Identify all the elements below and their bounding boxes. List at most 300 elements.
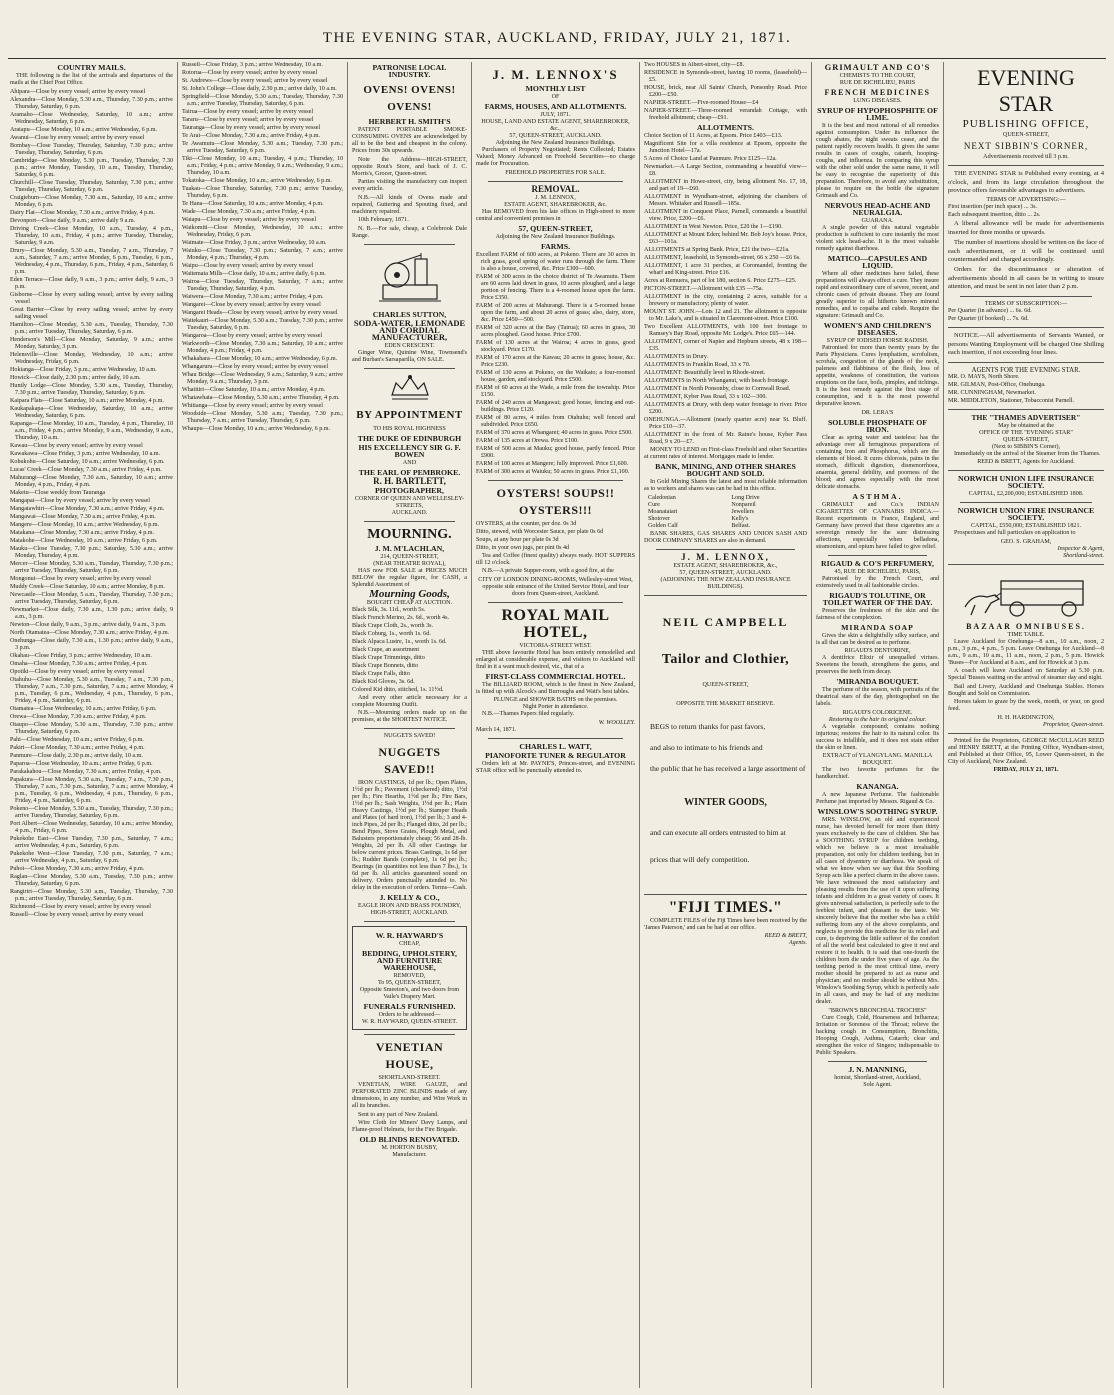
hayward-name: W. R. HAYWARD'S (375, 931, 444, 940)
mail-entry: Mercer—Close Monday, 5.30 a.m., Tuesday, Thursday, 7.30 p.m.; arrive Tuesday, Thursday, Saturday, 6 p.m. (10, 560, 173, 574)
royal-sig: W. WOOLLEY. (598, 719, 635, 726)
tolutine-body: Preserves the freshness of the skin and the fairness of the complexion. (816, 607, 939, 621)
bartlett-trade: PHOTOGRAPHER, (375, 485, 444, 495)
mourning-bought: BOUGHT CHEAP AT AUCTION. (366, 599, 453, 606)
mourning-near: (NEAR THEATRE ROYAL), (373, 560, 446, 567)
mail-entry: Mangatawhiri—Close Monday, 7.30 a.m.; arrive Friday, 4 p.m. (10, 505, 165, 512)
mail-entry: Wangarei—Close by every vessel; arrive by every vessel (182, 302, 321, 308)
agent-entry: MR. GILMAN, Post-Office, Onehunga. (948, 381, 1046, 388)
manning-name: J. N. MANNING, (848, 1064, 907, 1074)
omnibus-engraving (961, 569, 1091, 619)
norwich-life-cap: CAPITAL, £2,200,000; ESTABLISHED 1808. (968, 491, 1084, 498)
mourning-goods: Mourning Goods, (369, 587, 450, 600)
lera-body: Clear as spring water and tasteless: has the advantage over all ferruginous preparations of containing Iron and Phosphorus, which are the elements of blood. It cures chlorosis, pains in the stomach, difficult digestion, dismenorrhoea, anaemia, general debility, and poorness of the blood; and agrees especially with the most delicate stomachs. (816, 434, 939, 490)
campbell-body1: BEGS to return thanks for past favors, (650, 721, 766, 731)
brown-body: Cure Cough, Cold, Hoarseness and Influenza; Irritation or Soreness of the Throat; relieve the hacking cough in Consumption, Bronchitis, Hooping Cough, Asthma, Catarrh; clear and strengthen the voice of Singers; indispensable to Public Speakers. (816, 1014, 939, 1056)
winslow-body: MRS. WINSLOW, an old and experienced nurse, has devoted herself for more than thirty years exclusively to the care of children. She has a SOOTHING SYRUP for children teething, which we believe is a most invaluable preparation, not only for children teething, but in all cases of dysentery or diarrhoea. We speak of what we know when we say that this Soothing Syrup acts like a perfect charm in the above cases. We have witnessed the most satisfactory and pleasing results from the use of it upon suffering infants and children in a great variety of cases. It gives universal satisfaction, is perfectly safe to the feeblest infant, and pleasant to the taste. We sincerely believe that the mother who has a child suffering from any of the above complaints, and neglects to provide this medicine for its relief and cure, is depriving the little sufferer of the comfort of all the world best calculated to give it rest and restore it to health. It is said that one-fourth the children born die under five years of age. As the teething period is the most critical time, every mother should be prepared to act as nurse and physician; and no mother should be without Mrs. Winslow's Soothing Syrup, which is perfectly safe in all cases, and may be had of any medicine dealer. (816, 817, 939, 1005)
star-ads: Advertisements received till 3 p.m. (983, 154, 1069, 160)
norwich-life-title: NORWICH UNION LIFE INSURANCE SOCIETY. (958, 474, 1094, 491)
ovens-visit: Parties visiting the manufactory can inspect every article. (352, 179, 467, 192)
bank-share-cell: Long Drive (731, 494, 760, 501)
sutton-name: CHARLES SUTTON, (372, 309, 447, 319)
mail-entry: Ahipara—Close by every vessel; arrive by every vessel (10, 88, 146, 95)
nuggets-pre: NUGGETS SAVED! (383, 733, 436, 739)
fiji-agents: Agents. (788, 940, 807, 946)
mail-entry: Raglan—Close Monday, 5.30 a.m., Tuesday, 7.30 p.m.; arrive Thursday, Saturday, 6 p.m. (10, 873, 173, 887)
removal-title-line: ESTATE AGENT, SHAREBROKER, &c. (504, 201, 607, 208)
lennox-purchasers: Purchasers of Property Negotiated; Rents Collected; Estates Valued; Money Advanced on Freehold Securities—no charge made for Procuration. (476, 147, 635, 167)
hayward-to: To 95, QUEEN-STREET, (377, 980, 442, 986)
mail-entry: Maketu—Close weekly from Tauranga (10, 489, 106, 496)
removal-body: Has REMOVED from his late offices in High-street to more central and convenient premises in (476, 208, 635, 222)
watt-name: CHARLES L. WATT, (519, 741, 592, 751)
agent-entry: MR. O. MAYS, North Shore. (948, 373, 1020, 380)
thames-body5: Immediately on the arrival of the Steamer from the Thames. (954, 450, 1101, 457)
ovens-body: PATENT PORTABLE SMOKE-CONSUMING OVENS are acknowledged by all to be the best and cheapest in the colony. Prices from 30s upwards. (352, 127, 467, 154)
mourning-nb: N.B.—Mourning orders made up on the premises, at the SHORTEST NOTICE. (352, 710, 467, 723)
oyster-price: Soups, at any hour per plate 0s 3d (476, 536, 559, 543)
mail-entry: Woodside—Close Monday, 5.30 a.m.; Tuesday, 7.30 p.m.; Thursday, 7 a.m.; arrive Tuesday, Thursday, 6 p.m. (182, 411, 343, 424)
hayward-trade: BEDDING, UPHOLSTERY, AND FURNITURE WAREHOUSE, (362, 949, 457, 972)
mail-entry: Waikomiti—Close Monday, Wednesday, 10 a.m.; arrive Wednesday, Friday, 6 p.m. (182, 225, 343, 238)
mail-entry: Pakiri—Close Monday, 7.30 a.m.; arrive Friday, 4 p.m. (10, 744, 145, 751)
bank-shares-table (644, 495, 807, 530)
ovens-sale: N. B.—For sale, cheap, a Colebrook Dale Range. (352, 225, 467, 239)
star-number: The number of insertions should be written on the face of each advertisement, or it will be continued until countermanded and charged accordingly. (948, 238, 1104, 264)
imprint-date: FRIDAY, JULY 21, 1871. (993, 767, 1059, 774)
mail-entry: Whatitiri—Close Saturday, 10 a.m.; arrive Monday, 4 p.m. (182, 387, 326, 393)
mail-entry: Tararu—Close by every vessel; arrive by every vessel (182, 117, 314, 123)
mourning-addr: 214, QUEEN-STREET, (380, 553, 439, 560)
royal-addr: VICTORIA-STREET WEST. (519, 642, 592, 649)
mail-entry: Puhoi—Close Monday, 7.30 a.m.; arrive Friday, 4 p.m. (10, 865, 145, 872)
venetian-addr: SHORTLAND-STREET. (378, 1075, 441, 1081)
allotment-listing: ALLOTMENT in Howe-street, city, being allotment No. 17, 18, and part of 19—£60. (644, 179, 807, 192)
mail-entry: Russell—Close Friday, 3 p.m.; arrive Wednesday, 10 a.m. (182, 62, 323, 68)
mail-entry: Churchill—Close Tuesday, Thursday, Saturday, 7.30 p.m.; arrive Tuesday, Thursday, Saturday, 6 p.m. (10, 179, 173, 193)
ovens-date: 10th February, 1871. (358, 217, 409, 223)
mail-entry: Waiwera—Close Monday, 7.30 a.m.; arrive Friday, 4 p.m. (182, 294, 324, 300)
mail-entry: Okahau—Close Friday, 3 p.m.; arrive Wednesday, 10 a.m. (10, 652, 152, 659)
farm-listing: FARM of 320 acres at the Bay (Tairua); 60 acres in grass, 30 acres ploughed. Good house. Price £700. (476, 324, 635, 338)
mourning-item: Black Alpaca Lustre, 1s., worth 1s. 6d. (352, 638, 447, 645)
bazaar-sig: H. H. HARDINGTON, (997, 714, 1055, 721)
bartlett-to1: TO HIS ROYAL HIGHNESS (373, 425, 446, 432)
column-2 (178, 62, 348, 1388)
mail-entry: Whangaruru—Close by every vessel; arrive by every vessel (182, 364, 329, 370)
subscription-list (948, 308, 1104, 323)
nuggets-addr: HIGH-STREET, AUCKLAND. (370, 910, 449, 916)
hayward-opp: Opposite Smeeton's, and two doors from Vaile's Drapery Mart. (359, 987, 460, 1000)
mail-entry: Matakana—Close Monday, 7.30 a.m.; arrive Friday, 4 p.m. (10, 529, 155, 536)
mail-entry: Kaukapakapa—Close Wednesday, Saturday, 10 a.m.; arrive Wednesday, Saturday, 6 p.m. (10, 405, 173, 419)
mail-entry: Te Awamutu—Close Monday, 5.30 a.m.; Tuesday, 7.30 p.m.; arrive Tuesday, Saturday, 6 p.m. (182, 141, 343, 154)
farm-listing: FARM of 300 acres at Waiuku; 50 acres in grass. Price £1,100. (476, 468, 630, 475)
bartlett-gov: HIS EXCELLENCY SIR G. F. BOWEN (358, 442, 461, 459)
rigaud-title: RIGAUD & CO'S PERFUMERY, (821, 558, 934, 568)
matico-heading: MATICO—CAPSULES AND LIQUID. (827, 254, 928, 270)
norwich-fire-cap: CAPITAL, £550,000; ESTABLISHED 1821. (970, 523, 1082, 530)
bank-share-cell: Caledonian (648, 494, 676, 501)
allotment-listing: Acres at Remuera, part of lot 180, section 6. Price £275—£25. (644, 278, 797, 284)
mail-entry: Newton—Close daily, 9 a.m., 3 p.m.; arrive daily, 9 a.m., 3 p.m. (10, 621, 167, 628)
ovens-title: OVENS! OVENS! OVENS! (363, 84, 456, 113)
bank-share-row (644, 495, 807, 502)
campbell-body4: and can execute all orders entrusted to him at (650, 827, 786, 837)
mail-entry: Otaupo—Close Monday, 5.30 a.m., Thursday, 7.30 p.m.; arrive Thursday, Saturday, 6 p.m. (10, 721, 173, 735)
house-listing: NAPIER-STREET.—Five-roomed House—£4 (644, 100, 759, 106)
bartlett-earl: THE EARL OF PEMBROKE. (358, 467, 461, 477)
mail-entry: Tiki—Close Monday, 10 a.m.; Tuesday, 4 p.m.; Thursday, 10 a.m.; Friday, 4 p.m.; arrive Monday, 9 a.m.; Wednesday, 9 a.m.; Thursday, 10 a.m. (182, 156, 343, 176)
allotments-list (644, 133, 807, 446)
allotment-listing: ALLOTMENT: Beautifully level in Rhode-street. (644, 370, 766, 376)
sutton-addr: EDEN CRESCENT. (384, 342, 435, 349)
farm-listing: FARM of 170 acres at the Kawau; 20 acres in grass; house, &c. Price £230. (476, 354, 635, 368)
mail-entry: Wangaroa—Close by every vessel; arrive by every vessel (182, 333, 323, 339)
mail-entry: Pukekohe East—Close Tuesday, 7.30 p.m., Saturday, 7 a.m.; arrive Wednesday, 4 p.m., Saturday, 6 p.m. (10, 835, 173, 849)
mail-entry: Warkworth—Close Monday, 7.30 a.m.; Saturday, 10 a.m.; arrive Monday, 4 p.m.; Friday, 4 p.m. (182, 341, 343, 354)
watt-body: Orders left at Mr. PAYNE'S, Princes-street, and EVENING STAR office will be punctually attended to. (476, 760, 635, 774)
lennox-addr: 57, QUEEN-STREET, AUCKLAND. (509, 133, 602, 139)
royal-body: THE above favourite Hotel has been entirely remodelled and enlarged at considerable expense, and visitors to Auckland will find in it a want much desired, viz., that of a (476, 649, 635, 670)
coloricene-title: RIGAUD'S COLORICENE. (842, 709, 913, 716)
manning-addr: homist, Shortland-street, Auckland, (834, 1074, 921, 1081)
allotment-listing: ALLOTMENTS at Drury, with deep water frontage to river. Price £200. (644, 402, 807, 415)
mail-entry: Pukekohe West—Close Tuesday, 7.30 p.m., Saturday, 7 a.m.; arrive Wednesday, 4 p.m., Saturday, 6 p.m. (10, 850, 173, 864)
star-orders: Orders for the discontinuance or alteration of advertisements should in all cases be in writing to insure attention, and must be sent in not later than 2 p.m. (948, 266, 1104, 291)
thames-heading: THE "THAMES ADVERTISER" (971, 412, 1081, 422)
sutton-items: Ginger Wine, Quinine Wine, Townsend's and Burban's Sarsaparilla, ON SALE. (352, 349, 467, 363)
mail-entry: Tuakau—Close Thursday, Saturday, 7.30 p.m.; arrive Tuesday, Thursday, 6 p.m. (182, 186, 343, 199)
campbell-street: QUEEN-STREET, (702, 681, 749, 688)
mail-entry: Driving Creek—Close Monday, 10 a.m., Tuesday, 4 p.m., Thursday, 10 a.m., Friday, 4 p.m.; arrive Tuesday, Thursday, Saturday, 9 a.m. (10, 225, 173, 246)
dentorine-title: RIGAUD'S DENTORINE, (844, 648, 911, 654)
campbell-opp: OPPOSITE THE MARKET RESERVE. (676, 700, 775, 707)
column-6 (812, 62, 944, 1388)
brown-title: "BROWN'S BRONCHIAL TROCHES" (828, 1007, 927, 1014)
bank-note: BANK SHARES, GAS SHARES AND UNION SASH AND DOOR COMPANY SHARES are also in demand. (644, 530, 807, 544)
mail-entry: St. Andrews—Close by every vessel; arrive by every vessel (182, 78, 328, 84)
mail-entry: Devonport—Close daily, 9 a.m.; arrive daily 9 a.m. (10, 217, 136, 224)
agent-entry: MR. MIDDLETON, Stationer, Tobacconist Parnell. (948, 397, 1075, 404)
mail-entry: Waipu—Close by every vessel; arrive by every vessel (182, 263, 314, 269)
allotment-listing: ALLOTMENT in West Newton. Price, £20 the 1—£190. (644, 224, 783, 230)
lennox-adj: Adjoining the New Zealand Insurance Buildings. (495, 140, 616, 146)
allotment-listing: Newmarket.—A Large Section, commanding a beautiful view—£8. (644, 164, 807, 177)
mail-entry: Newcastle—Close Monday, 5 a.m., Tuesday, Thursday, 7.30 p.m.; arrive Tuesday, Thursday, Saturday, 6 p.m. (10, 591, 173, 605)
norwich-fire-title: NORWICH UNION FIRE INSURANCE SOCIETY. (957, 506, 1095, 523)
mourning-item: Black Crape, an assortment (352, 646, 420, 653)
mail-entry: Henderson's Mill—Close Monday, Saturday, 9 a.m.; arrive Monday, Saturday, 3 p.m. (10, 336, 173, 350)
mail-entry: Kawau—Close by every vessel; arrive by every vessel (10, 442, 143, 449)
mail-entry: Dairy Flat—Close Monday, 7.30 a.m.; arrive Friday, 4 p.m. (10, 209, 155, 216)
column-1 (6, 62, 178, 1388)
oysters-place: CITY OF LONDON DINING-ROOMS, Wellesley-street West, opposite side entrance of the United Service Hotel, and four doors from Queen-street, Auckland. (478, 576, 633, 597)
bazaar-body: Leave Auckland for Onehunga—8 a.m., 10 a.m., noon, 2 p.m., 3 p.m., 4 p.m., 5 p.m. Leave Onehunga for Auckland—8 a.m., 9 a.m., 10 a.m., 11 a.m., noon, 2 p.m., 5 p.m. Howick 'Buses—For Auckland at 8 a.m., and for Howick at 3 p.m. (948, 638, 1104, 666)
nervous-body: A single powder of this natural vegetable production is sufficient to cure instantly the most violent sick head-ache. It is the most valuable remedy against diarrhoea. (816, 225, 939, 252)
women-heading: WOMEN'S AND CHILDREN'S DISEASES. (823, 321, 932, 337)
bazaar-bail: Bail and Livery, Auckland and Onehunga Stables. Horses Bought and Sold on Commission. (948, 683, 1104, 697)
mail-entry: Waiapu—Close by every vessel; arrive by every vessel (182, 217, 317, 223)
rigaud-addr: 45, RUE DE RICHELIEU, PARIS, (834, 568, 921, 575)
mail-entry: Newmarket—Close daily, 7.30 a.m., 1.30 p.m.; arrive daily, 9 a.m., 3 p.m. (10, 606, 173, 620)
grimault-fr: FRENCH MEDICINES (824, 88, 931, 97)
nuggets-title: NUGGETS SAVED!! (378, 745, 441, 776)
allotment-listing: ALLOTMENT in the city, containing 2 acres, suitable for a brewery or manufactory; plenty of water. (644, 294, 807, 307)
fiji-title: "FIJI TIMES." (668, 898, 783, 916)
mail-entry: Whau Bridge—Close Wednesday, 9 a.m.; Saturday, 9 a.m.; arrive Monday, 9 a.m.; Thursday, 3 p.m. (182, 372, 343, 385)
lennox-farms-heading: FARMS, HOUSES, AND ALLOTMENTS. (484, 102, 627, 111)
mail-entry: Alexandra—Close Monday, 5.30 a.m., Thursday, 7.30 p.m.; arrive Thursday, Saturday, 6 p.m. (10, 96, 173, 110)
miranda-soap-title: MIRANDA SOAP (841, 622, 914, 632)
lung-heading: LUNG DISEASES. (853, 98, 902, 104)
farm-listing: FARM of 500 acres at Mauku; good house, partly fenced. Price £900. (476, 445, 635, 459)
allotment-listing: ALLOTMENT, 1 acre 31 perches, at Coromandel, fronting the wharf and King-street. Price £16. (644, 263, 807, 276)
farm-listing: Excellent FARM of 600 acres, at Pokeno. There are 30 acres in rich grass, good spring of water runs through the farm. There is also a house, covered, &c. Price £300—600. (476, 251, 635, 272)
mail-entry: Waitekauri—Close Monday, 5.30 a.m.; Tuesday, 7.30 p.m.; arrive Tuesday, Saturday, 6 p.m. (182, 318, 343, 331)
allotment-listing: ALLOTMENTS in Franklin Road, 33 x 70. (644, 362, 751, 368)
hayward-sig: W. R. HAYWARD, QUEEN-STREET. (361, 1019, 458, 1025)
venetian-sent: Sent to any part of New Zealand. (358, 1111, 439, 1118)
oysters-title: OYSTERS! SOUPS!! OYSTERS!!! (496, 485, 615, 517)
farm-listing: FARM of 300 acres in the choice district of Te Awamutu. There are 60 acres laid down in grass, 10 acres ploughed, and a large portion of fencing. There is a 4-roomed house upon the farm. Price £350. (476, 273, 635, 301)
campbell-name: NEIL CAMPBELL (662, 614, 789, 629)
mail-entry: Otahuhu—Close Monday, 5.30 a.m., Tuesday, 7 a.m., 7.30 p.m., Thursday, 7 a.m., 7.30 p.m., Saturday, 7 a.m.; arrive Monday, 4 p.m., Tuesday, 6 p.m., Wednesday, 4 p.m., Thursday, 6 p.m., Friday, 4 p.m., Saturday, 6 p.m. (10, 676, 173, 704)
allotment-listing: ALLOTMENTS at Spring Bank. Price, £21 the two—£21a. (644, 247, 790, 253)
mail-entry: Mahurangi—Close Monday, 7.30 a.m., Saturday, 10 a.m.; arrive Monday, 4 p.m., Friday, 4 p.m. (10, 474, 173, 488)
bouquet-body: The perfume of the season, with portraits of the theatrical stars of the day, photographed on the labels. (816, 687, 939, 707)
bank-heading: BANK, MINING, AND OTHER SHARES BOUGHT AND SOLD. (655, 462, 796, 478)
mail-entry: Waitemata Mills—Close daily, 10 a.m.; arrive daily, 6 p.m. (182, 271, 326, 277)
bazaar-addr: Proprietor, Queen-street. (1043, 721, 1104, 728)
terms-list (948, 204, 1104, 219)
oysters-nb: N.B.—A private Supper-room, with a good fire, at the (482, 568, 614, 574)
mail-entry: Hamilton—Close Monday, 5.30 a.m., Tuesday, Thursday, 7.30 p.m.; arrive Tuesday, Thursday, Saturday, 6 p.m. (10, 321, 173, 335)
allotment-listing: 5 Acres of Choice Land at Panmure. Price £125—12a. (644, 156, 777, 162)
lennox-sig-title: ESTATE AGENT, SHAREBROKER, &c., (673, 562, 778, 569)
royal-title: ROYAL MAIL HOTEL, (501, 606, 610, 641)
mourning-note: And every other article necessary for a complete Mourning Outfit. (352, 694, 467, 708)
mail-entry: Helensville—Close Monday, Wednesday, 10 a.m.; arrive Wednesday, Friday, 6 p.m. (10, 351, 173, 365)
venetian-body: VENETIAN, WIRE GAUZE, and PERFORATED ZINC BLINDS made of any dimensions, in any number, and Wire Work in all its branches. (352, 1082, 467, 1109)
mail-entry: Te Hana—Close Saturday, 10 a.m.; arrive Monday, 4 p.m. (182, 201, 324, 207)
lennox-of: OF (551, 94, 560, 100)
mail-entry: Hokianga—Close Friday, 3 p.m.; arrive Wednesday, 10 a.m. (10, 366, 157, 373)
mail-entry: Howick—Close daily, 2.30 p.m.; arrive daily, 10 a.m. (10, 374, 141, 381)
winslow-title: WINSLOW'S SOOTHING SYRUP. (817, 807, 938, 816)
oyster-price: OYSTERS, at the counter, per doz. 0s 3d (476, 520, 577, 527)
mail-entry: Omaha—Close Monday, 7.30 a.m.; arrive Friday, 4 p.m. (10, 660, 148, 667)
ovens-address: Note the Address—HIGH-STREET, opposite Rout's Store, and back of J. C. Morris's, Grocer, Queen-street. (352, 156, 467, 177)
nervous-heading: NERVOUS HEAD-ACHE AND NEURALGIA. (824, 201, 931, 217)
bazaar-title: BAZAAR OMNIBUSES. (966, 621, 1086, 631)
mail-entry: Whakahara—Close Monday, 10 a.m.; arrive Wednesday, 6 p.m. (182, 356, 338, 362)
agents-heading: AGENTS FOR THE EVENING STAR. (971, 366, 1081, 374)
house-listing: RESIDENCE in Symonds-street, having 10 rooms, (leasehold)—£5. (644, 70, 807, 83)
mourning-intro: HAS now FOR SALE at PRICES MUCH BELOW the regular figure, for CASH, a Splendid Assortment of (352, 567, 467, 588)
allotment-listing: ALLOTMENTS in North Whanganui, with beach frontage. (644, 378, 790, 384)
mail-entry: Gisborne—Close by every sailing vessel; arrive by every sailing vessel (10, 291, 173, 305)
mail-entry: Waiuku—Close Tuesday, 7.30 p.m.; Saturday, 7 a.m.; arrive Monday, 4 p.m.; Thursday, 4 p.m. (182, 248, 343, 261)
farm-listing: FARM of 370 acres at Whangarei; 40 acres in grass. Price £500. (476, 429, 633, 436)
allotment-listing: Magnificent Site for a villa residence at Epsom, opposite the Junction Hotel—17a. (644, 141, 807, 154)
lennox-sub: MONTHLY LIST (525, 84, 586, 93)
hayward-funerals: FUNERALS FURNISHED. (363, 1002, 456, 1011)
mourning-item: Colored Kid ditto, stitched, 1s. 11½d. (352, 686, 444, 693)
mail-entry: Pokeno—Close Monday, 5.30 a.m., Tuesday, Thursday, 7.30 p.m.; arrive Tuesday, Thursday, Saturday, 6 p.m. (10, 805, 173, 819)
bartlett-title: BY APPOINTMENT (356, 408, 463, 421)
thames-body2: OFFICE OF THE "EVENING STAR" (979, 429, 1073, 436)
bank-share-cell: Jewellers (731, 508, 755, 515)
allotment-listing: ALLOTMENT in the front of Mr. Raine's house, Kyber Pass Road, 9 x 20—£7. (644, 432, 807, 445)
farm-listing: FARM of 240 acres at Mangawai; good house, fencing and out-buildings. Price £120. (476, 399, 635, 413)
mail-entry: Mangawai—Close Monday, 7.30 a.m.; arrive Friday, 4 p.m. (10, 513, 156, 520)
allotment-listing: Two Excellent ALLOTMENTS, with 100 feet frontage to Ramsey's Bay Road, opposite Mr. Lodge's. Price £65—144. (644, 324, 807, 337)
bank-share-cell: Shotover (648, 515, 671, 522)
lennox-sig-name: J. M. LENNOX, (681, 551, 770, 562)
rigaud-pat: Patronised by the French Court, and extensively used in all fashionable circles. (816, 575, 939, 589)
mail-entry: Paparoa—Close Wednesday, 10 a.m.; arrive Friday, 6 p.m. (10, 760, 153, 767)
kananga-body: A new Japanese Perfume. The fashionable Perfume just imported by Messrs. Rigaud & Co. (816, 792, 939, 805)
masthead: THE EVENING STAR, AUCKLAND, FRIDAY, JULY 21, 1871. (8, 30, 1106, 59)
lera-title: SOLUBLE PHOSPHATE OF IRON. (827, 417, 928, 434)
column-4 (472, 62, 640, 1388)
mail-entry: Russell—Close by every vessel; arrive by every vessel (10, 911, 144, 918)
bazaar-sub: TIME TABLE. (1007, 631, 1045, 638)
allot-money: MONEY TO LEND on First-class Freehold and other Securities at current rates of interest. Mortgages made to lender. (644, 447, 807, 460)
fiji-body: COMPLETE FILES of the Fiji Times have been received by the 'James Paterson,' and can be had at our office. (644, 917, 807, 931)
coloricene-sub: Restoring to the hair its original colour. (828, 716, 927, 723)
bank-share-cell: Moanataiari (648, 508, 678, 515)
ovens-pre: PATRONISE LOCAL INDUSTRY. (372, 63, 447, 79)
women-title: SYRUP OF IODISED HORSE RADISH. (826, 338, 929, 344)
lung-title: SYRUP OF HYPOPHOSPHITE OF LIME. (817, 106, 938, 122)
bank-share-row (644, 502, 807, 509)
royal-billiard: The BILLIARD ROOM, which is the finest in New Zealand, is fitted up with Alcock's and Burroughs and Watt's best tables. (476, 681, 635, 695)
mail-entry: Kohukohu—Close Saturday, 10 a.m.; arrive Wednesday, 6 p.m. (10, 458, 165, 465)
mail-entry: Matakohe—Close Wednesday, 10 a.m.; arrive Friday, 6 p.m. (10, 537, 158, 544)
oyster-price: Ditto, stewed, with Worcester Sauce, per plate 0s 6d (476, 528, 604, 535)
farm-listing: FARM of 135 acres at Orewa. Price £100. (476, 437, 579, 444)
allotment-listing: PICTON-STREET.—Allotment with £35 —75a. (644, 286, 764, 292)
removal-title: REMOVAL. (531, 183, 580, 194)
allotment-listing: ALLOTMENT in North Ponsonby, close to Cornwall Road. (644, 386, 791, 392)
mourning-item: Black French Merino, 2s. 6d., worth 4s. (352, 614, 449, 621)
ovens-sub: HERBERT H. SMITH'S (368, 117, 451, 126)
lennox-title: J. M. LENNOX'S (492, 67, 619, 82)
campbell-body2: and also to intimate to his friends and (650, 742, 763, 752)
nervous-title: GUARANA. (861, 218, 894, 224)
lennox-freehold: FREEHOLD PROPERTIES FOR SALE. (505, 169, 606, 176)
allotment-listing: ALLOTMENT, Kyber Pass Road, 33 x 102—300. (644, 394, 767, 400)
miranda-soap-body: Gives the skin a delightfully silky surface, and is all that can be desired as to perfume. (816, 632, 939, 646)
mails-list (10, 89, 173, 919)
star-published: THE EVENING STAR is Published every evening, at 4 o'clock, and from its large circulation throughout the province offers favourable advantages to advertisers. (948, 170, 1104, 195)
mail-entry: Orewa—Close Monday, 7.30 a.m.; arrive Friday, 4 p.m. (10, 713, 147, 720)
dentorine-body: A dentifrice Elixir of unequalled virtues. Sweetens the breath, strengthens the gums, and preserves the teeth from decay. (816, 655, 939, 675)
star-sub: PUBLISHING OFFICE, (962, 118, 1090, 130)
allotment-listing: ALLOTMENT in Conquest Place, Parnell, commands a beautiful view. Price, £200—£6. (644, 209, 807, 222)
column-5 (640, 62, 812, 1388)
agents-list (948, 374, 1104, 405)
oysters-tea: Tea and Coffee (finest quality) always ready. HOT SUPPERS till 12 o'clock. (476, 552, 635, 566)
mail-entry: Port Albert—Close Wednesday, Saturday, 10 a.m.; arrive Monday, 4 p.m., Friday, 6 p.m. (10, 820, 173, 834)
grimault-addr: RUE DE RICHELIEU, PARIS (839, 80, 916, 86)
allotment-listing: ALLOTMENT at Mount Eden; behind Mr. Bob Joy's house. Price, £63—101a. (644, 232, 807, 245)
fiji-sig: REED & BRETT, (764, 933, 807, 939)
campbell-goods: WINTER GOODS, (684, 796, 767, 808)
bartlett-and: AND (402, 459, 417, 466)
farms-heading: FARMS. (540, 241, 571, 251)
mail-entry: Tokatoka—Close Monday, 10 a.m.; arrive Wednesday, 6 p.m. (182, 178, 332, 184)
bank-share-row (644, 509, 807, 516)
mourning-item: Black Crape Trimmings, ditto (352, 654, 425, 661)
mourning-item: Black Coburg, 1s., worth 1s. 6d. (352, 630, 431, 637)
mourning-title: MOURNING. (367, 526, 452, 542)
mail-entry: Awanui—Close by every vessel; arrive by every vessel (10, 134, 145, 141)
mail-entry: Craigieburn—Close Monday, 7.30 a.m., Saturday, 10 a.m.; arrive Monday, 6 p.m. (10, 194, 173, 208)
mail-entry: Kawakawa—Close Friday, 3 p.m.; arrive Wednesday, 10 a.m. (10, 450, 161, 457)
house-listing: NAPIER-STREET.—Three-roomed verandah Cottage, with freehold allotment; cheap—£91. (644, 108, 807, 121)
nuggets-works: EAGLE IRON AND BRASS FOUNDRY, (358, 903, 461, 909)
star-notice: NOTICE.—All advertisements of Servants Wanted, or persons Wanting Employment will be charged One Shilling each insertion, if not exceeding four lines. (948, 332, 1104, 357)
lung-body: It is the best and most rational of all remedies against consumption. Under its influence the cough abates, the night sweats cease, and the patient rapidly recovers health. It gives the same results in cases of coughs, catarrh, hooping-coughs, and influenza. In comparing this syrup with the other sold under the same name, it will be easy to recognise the superiority of this preparation. Therefore, to avoid any substitution, please to require on the bottle the signature Grimault and Co. (816, 123, 939, 199)
hayward-orders: Orders to be addressed— (378, 1012, 441, 1018)
house-listing: HOUSE, brick, near All Saints' Church, Ponsonby Road. Price £200—£50. (644, 85, 807, 98)
mail-entry: Kaipara Flats—Close Saturday, 10 a.m.; arrive Monday, 4 p.m. (10, 397, 164, 404)
mail-entry: Huntly Lodge—Close Monday, 5.30 a.m., Tuesday, Thursday, 7.30 p.m.; arrive Tuesday, Thursday, Saturday, 6 p.m. (10, 382, 173, 396)
farm-listing: FARM of 200 acres at Mahurangi. There is a 5-roomed house upon the farm, and about 20 acres of grass; also, dairy, store, &c. Price £450—500. (476, 302, 635, 323)
ylang-body: The two favorite perfumes for the handkerchief. (816, 767, 939, 780)
lennox-sig-adj: (ADJOINING THE NEW ZEALAND INSURANCE BUILDINGS). (660, 576, 791, 590)
mail-entry: Kapanga—Close Monday, 10 a.m., Tuesday, 4 p.m., Thursday, 10 a.m., Friday, 4 p.m.; arrive Monday, 9 a.m., Wednesday, 9 a.m., Thursday, 10 a.m. (10, 420, 173, 441)
campbell-body3: the public that he has received a large assortment of (650, 763, 806, 773)
mourning-list (352, 607, 467, 694)
house-listing: Two HOUSES in Albert-street, city—£8. (644, 62, 745, 68)
mail-entry: Muddy Creek—Close Saturday, 10 a.m.; arrive Monday, 8 p.m. (10, 583, 165, 590)
norwich-prospectus: Prospectuses and full particulars on application to (954, 530, 1076, 537)
allotment-listing: ALLOTMENT, corner of Napier and Hepburn streets, 48 x 198—£35. (644, 339, 807, 352)
column-3 (348, 62, 472, 1388)
star-title: EVENING STAR (977, 65, 1075, 116)
manning-agent: Sole Agent. (863, 1081, 892, 1088)
venetian-title: VENETIAN HOUSE, (375, 1040, 444, 1071)
mail-entry: Waimate—Close Friday, 3 p.m.; arrive Wednesday, 10 a.m. (182, 240, 327, 246)
bank-share-cell: Nonpareil (731, 501, 756, 508)
allotment-listing: ALLOTMENT, leasehold, in Symonds-street, 66 x 250 —£6 6s. (644, 255, 801, 261)
removal-adj: Adjoining the New Zealand Insurance Buildings. (495, 233, 616, 240)
bank-share-row (644, 516, 807, 523)
mail-entry: Mangere—Close Monday, 10 a.m.; arrive Wednesday, 6 p.m. (10, 521, 160, 528)
mail-entry: North Otamatea—Close Monday, 7.30 a.m.; arrive Friday, 4 p.m. (10, 629, 170, 636)
mails-intro: THE following is the list of the arrivals and departures of the mails at the Chief Post Office. (10, 73, 173, 86)
women-body: Patronised for more than twenty years by the Paris Physicians. Cures lymphatism, scrofulism, scrofula, congestion of the glands of the neck, paleness and flabbiness of the flesh, loss of appetite, weakness of constitution, the various eruptions on the face, boils, pimples, and itchings. It is the best remedy against the first stage of consumption, and it is the most powerful depurative known. (816, 345, 939, 407)
mourning-item: Black Silk, 3s. 11d., worth 5s. (352, 606, 426, 613)
mail-entry: Rotorua—Close by every vessel; arrive by every vessel (182, 70, 318, 76)
bazaar-hire: Horses taken to graze by the week, month, or year, on good feed. (948, 699, 1104, 713)
royal-first: FIRST-CLASS COMMERCIAL HOTEL. (485, 671, 626, 681)
asthma-heading: ASTHMA. (852, 491, 903, 501)
farm-listing: FARM of 130 acres at the Wairoa; 4 acres in grass, good stockyard. Price £170. (476, 339, 635, 353)
mail-entry: Mauku—Close Tuesday, 7.30 p.m.; Saturday, 5.30 a.m.; arrive Monday, Thursday, 4 p.m. (10, 545, 173, 559)
royal-baths: PLUNGE and SHOWER BATHS on the premises. (493, 697, 618, 703)
allotment-listing: ONEHUNGA.—Allotment (nearly quarter acre) near St. Bluff. Price £10—37. (644, 417, 807, 430)
mail-entry: Bombay—Close Tuesday, Thursday, Saturday, 7.30 p.m.; arrive Tuesday, Thursday, Saturday, 6 p.m. (10, 142, 173, 156)
graham-title: Inspector & Agent, (1057, 545, 1104, 552)
mourning-item: Black Crape Bonnets, ditto (352, 662, 419, 669)
mail-entry: Panmure—Close daily, 2.30 p.m.; arrive daily, 10 a.m. (10, 752, 143, 759)
mail-entry: Tairua—Close by every vessel; arrive by every vessel (182, 109, 314, 115)
